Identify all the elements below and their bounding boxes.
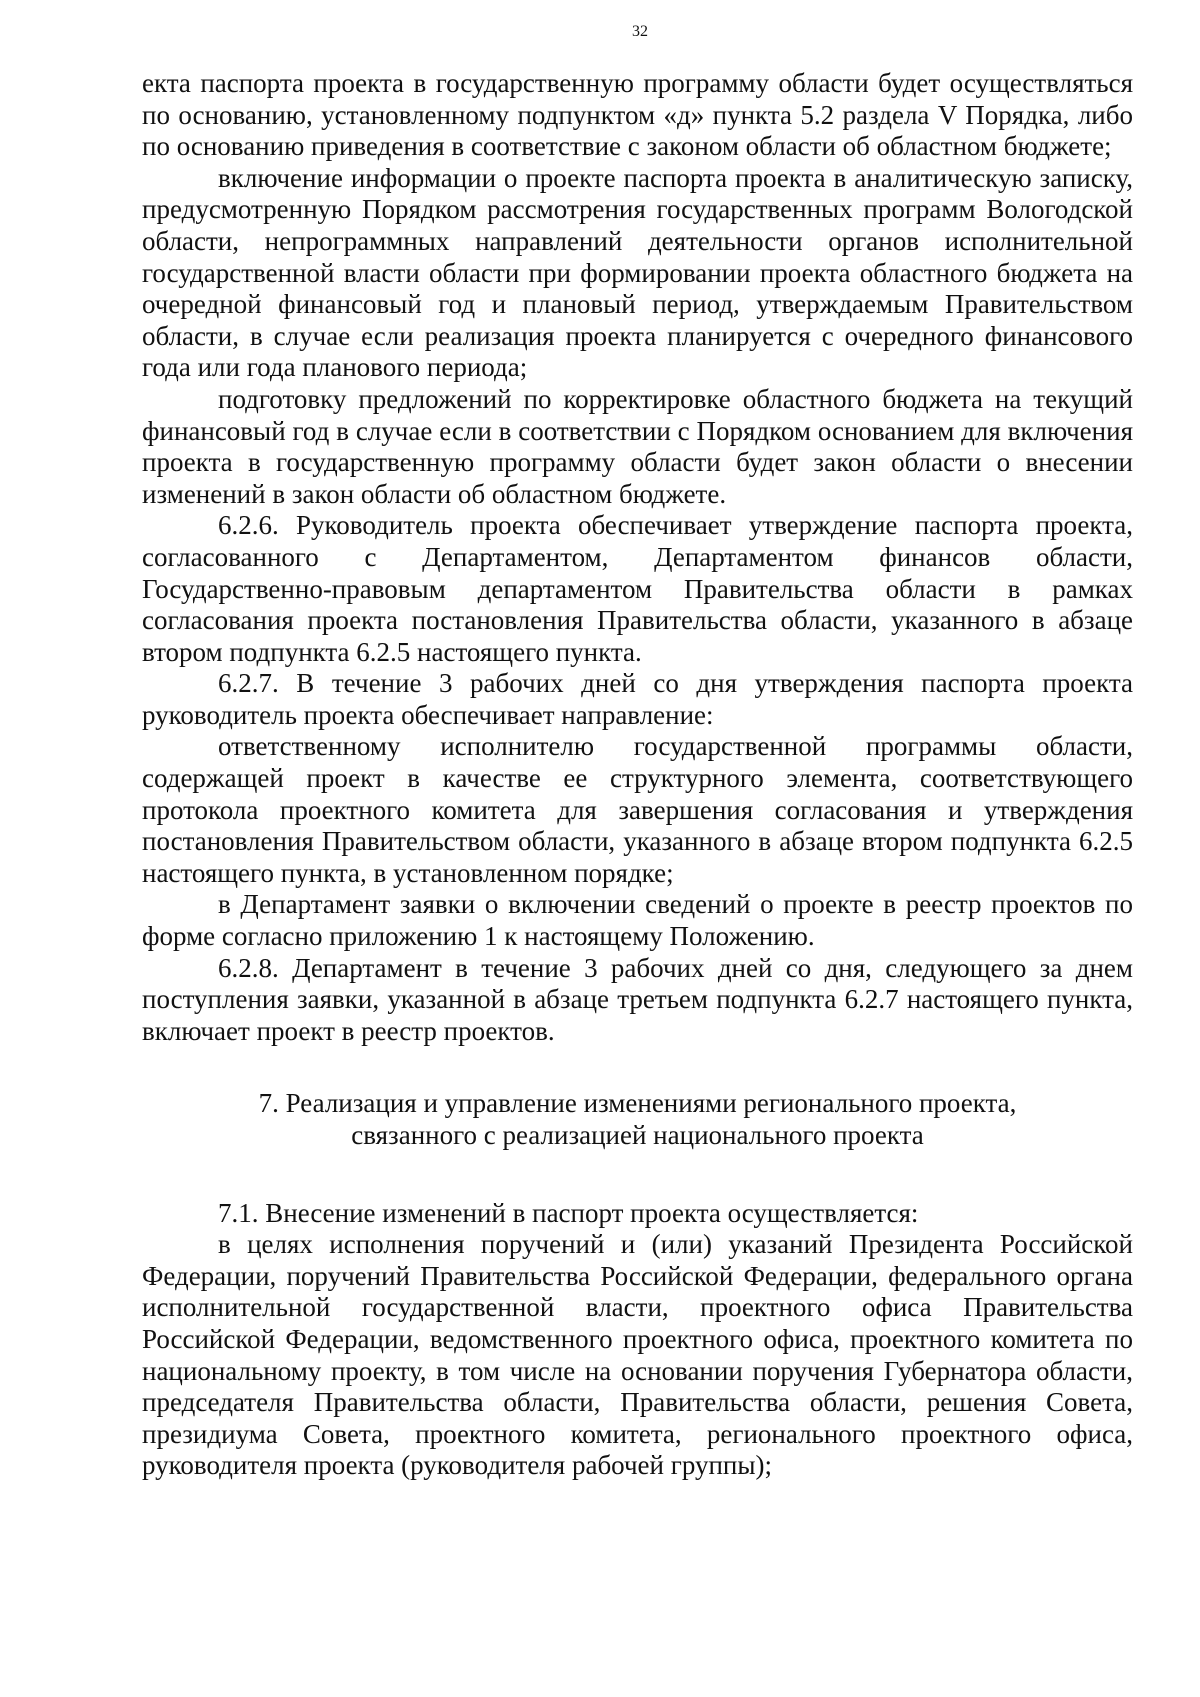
section-heading (142, 1088, 1133, 1151)
paragraph: екта паспорта проекта в государственную программу области будет осуществляться по основанию, установленному подпунктом «д» пункта 5.2 раздела V Порядка, либо по основанию приведения в соответствие с законом области об областном бюджете; (142, 68, 1133, 162)
document-body (142, 68, 1133, 1482)
paragraph: подготовку предложений по корректировке областного бюджета на текущий финансовый год в случае если в соответствии с Порядком основанием для включения проекта в государственную программу области будет закон области о внесении изменений в закон области об областном бюджете. (142, 383, 1133, 509)
paragraph: 6.2.6. Руководитель проекта обеспечивает утверждение паспорта проекта, согласованного с Департаментом, Департаментом финансов области, Государственно-правовым департаментом Правительства области в рамках согласования проекта постановления Правительства области, указанного в абзаце втором подпункта 6.2.5 настоящего пункта. (142, 510, 1133, 667)
page-number: 32 (632, 23, 648, 40)
paragraph: включение информации о проекте паспорта проекта в аналитическую записку, предусмотренную Порядком рассмотрения государственных программ Вологодской области, непрограммных направлений деятельности органов исполнительной государственной власти области при формировании проекта областного бюджета на очередной финансовый год и плановый период, утверждаемым Правительством области, в случае если реализация проекта планируется с очередного финансового года или года планового периода; (142, 162, 1133, 383)
paragraph: в Департамент заявки о включении сведений о проекте в реестр проектов по форме согласно приложению 1 к настоящему Положению. (142, 889, 1133, 952)
paragraph: 6.2.7. В течение 3 рабочих дней со дня утверждения паспорта проекта руководитель проекта обеспечивает направление: (142, 668, 1133, 730)
paragraph: ответственному исполнителю государственной программы области, содержащей проект в качестве ее структурного элемента, соответствующего протокола проектного комитета для завершения согласования и утверждения постановления Правительством области, указанного в абзаце втором подпункта 6.2.5 настоящего пункта, в установленном порядке; (142, 731, 1133, 888)
section-heading-line: связанного с реализацией национального проекта (351, 1120, 924, 1150)
paragraph: в целях исполнения поручений и (или) указаний Президента Российской Федерации, поручений Правительства Российской Федерации, федерального органа исполнительной государственной власти, проектного офиса Правительства Российской Федерации, ведомственного проектного офиса, проектного комитета по национальному проекту, в том числе на основании поручения Губернатора области, председателя Правительства области, Правительства области, решения Совета, президиума Совета, проектного комитета, регионального проектного офиса, руководителя проекта (руководителя рабочей группы); (142, 1229, 1133, 1481)
section-heading-line: 7. Реализация и управление изменениями регионального проекта, (258, 1088, 1017, 1119)
paragraph: 7.1. Внесение изменений в паспорт проекта осуществляется: (218, 1197, 919, 1228)
paragraph: 6.2.8. Департамент в течение 3 рабочих дней со дня, следующего за днем поступления заявки, указанной в абзаце третьем подпункта 6.2.7 настоящего пункта, включает проект в реестр проектов. (142, 952, 1133, 1046)
